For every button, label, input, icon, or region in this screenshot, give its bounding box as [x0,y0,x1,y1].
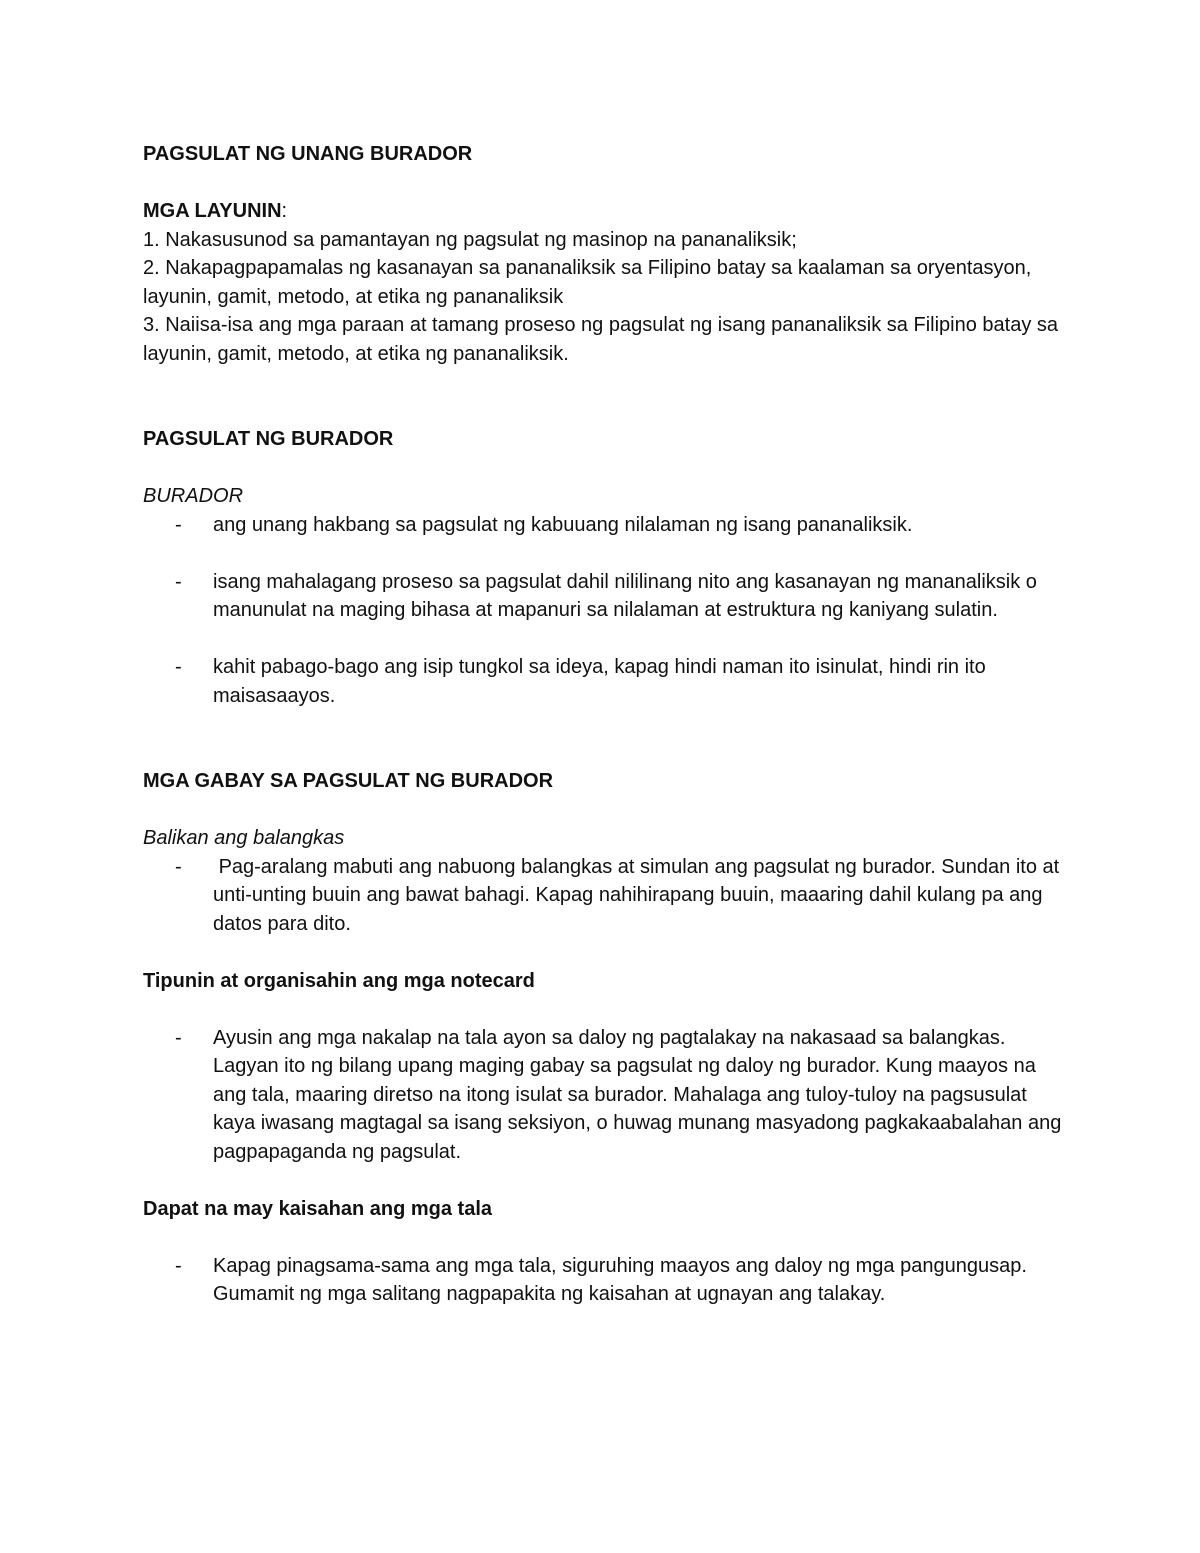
document-page [143,140,1073,1309]
dash-bullet: - [175,656,182,678]
dash-bullet: - [175,855,182,878]
spacer [143,995,1073,1024]
guide-title-tipunin: Tipunin at organisahin ang mga notecard [143,969,535,992]
term-burador: BURADOR [143,485,244,507]
document-title: PAGSULAT NG UNANG BURADOR [143,143,473,165]
spacer [143,539,1073,568]
spacer [143,169,1073,198]
spacer [143,625,1073,654]
spacer [143,796,1073,825]
spacer [143,710,1073,767]
objectives-heading [143,197,1073,226]
objective-item-2: 2. Nakapagpapamalas ng kasanayan sa pananaliksik sa Filipino batay sa kaalaman sa oryentasyon, layunin, gamit, metodo, at etika ng pananaliksik [143,257,1032,308]
dash-bullet: - [175,570,182,593]
list-item-text: Kapag pinagsama-sama ang mga tala, siguruhing maayos ang daloy ng mga pangungusap. Gumamit ng mga salitang nagpapakita ng kaisahan at ugnayan ang talakay. [213,1254,1027,1305]
guide-title-kaisahan: Dapat na may kaisahan ang mga tala [143,1197,493,1220]
dash-bullet: - [175,1026,182,1049]
spacer [143,938,1073,967]
objectives-colon: : [281,200,288,222]
spacer [143,368,1073,425]
list-item [143,1024,1073,1167]
list-item [143,653,1073,710]
list-item [143,1252,1073,1309]
objective-item-1: 1. Nakasusunod sa pamantayan ng pagsulat ng masinop na pananaliksik; [143,228,797,251]
list-item-text: kahit pabago-bago ang isip tungkol sa ideya, kapag hindi naman ito isinulat, hindi rin ito maisasaayos. [213,656,986,707]
dash-bullet: - [175,513,182,536]
list-item-text: Pag-aralang mabuti ang nabuong balangkas at simulan ang pagsulat ng burador. Sundan ito at unti-unting buuin ang bawat bahagi. Kapag nahihirapang buuin, maaaring dahil kulang pa ang datos para dito. [213,855,1065,935]
list-item [143,568,1073,625]
objectives-label: MGA LAYUNIN [143,200,282,222]
section-heading-gabay: MGA GABAY SA PAGSULAT NG BURADOR [143,770,554,792]
spacer [143,454,1073,483]
guide-title-balikan: Balikan ang balangkas [143,827,345,849]
list-item-text: ang unang hakbang sa pagsulat ng kabuuang nilalaman ng isang pananaliksik. [213,513,913,536]
dash-bullet: - [175,1254,182,1277]
spacer [143,1223,1073,1252]
spacer [143,1166,1073,1195]
list-item-text: isang mahalagang proseso sa pagsulat dahil nililinang nito ang kasanayan ng mananaliksik o manunulat na maging bihasa at mapanuri sa nilalaman at estruktura ng kaniyang sulatin. [213,570,1060,621]
list-item [143,853,1073,939]
list-item-text: Ayusin ang mga nakalap na tala ayon sa daloy ng pagtalakay na nakasaad sa balangkas. Lagyan ito ng bilang upang maging gabay sa pagsulat ng daloy ng burador. Kung maayos na ang tala, maaring diretso na itong isulat sa burador. Mahalaga ang tuloy-tuloy na pagsusulat kaya iwasang magtagal sa isang seksiyon, o huwag munang masyadong pagkakaabalahan ang pagpapaganda ng pagsulat. [213,1026,1062,1163]
section-heading-burador: PAGSULAT NG BURADOR [143,428,394,450]
list-item [143,511,1073,540]
objective-item-3: 3. Naiisa-isa ang mga paraan at tamang proseso ng pagsulat ng isang pananaliksik sa Filipino batay sa layunin, gamit, metodo, at etika ng pananaliksik. [143,314,1058,365]
